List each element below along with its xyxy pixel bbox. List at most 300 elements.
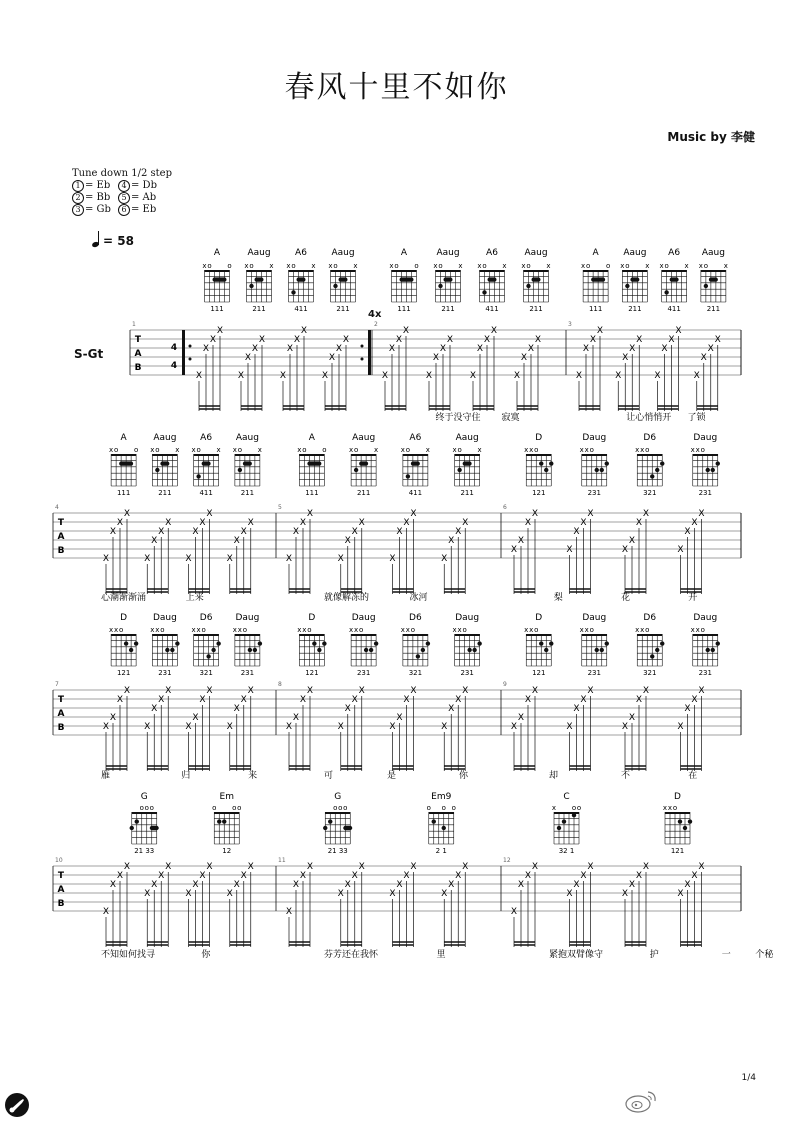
chord-diagram — [212, 804, 241, 855]
chord-name: A6 — [200, 433, 213, 443]
tab-note: X — [244, 353, 252, 363]
lyric-text: 护 — [649, 950, 659, 960]
open-string-icon: o — [249, 262, 254, 270]
finger-dot-icon — [557, 826, 561, 830]
chord-name: Daug — [693, 433, 718, 443]
tab-note: X — [144, 722, 151, 732]
muted-string-icon: x — [286, 262, 291, 270]
chord-fingering: 411 — [294, 305, 308, 313]
tab-note: X — [615, 371, 622, 381]
tab-note: X — [520, 353, 528, 363]
tab-note: X — [144, 554, 151, 564]
finger-dot-icon — [572, 813, 576, 817]
open-string-icon: o — [196, 446, 201, 454]
lyric-text: 冰河 — [409, 593, 428, 603]
open-string-icon: o — [302, 446, 307, 454]
finger-dot-icon — [328, 819, 332, 823]
muted-string-icon: x — [477, 262, 482, 270]
lyric-text: 开 — [688, 593, 698, 603]
muted-string-icon: x — [524, 626, 529, 634]
tab-note: X — [258, 335, 266, 345]
tab-note: X — [116, 871, 124, 881]
tab-note: X — [192, 880, 199, 890]
tab-clef-icon: A — [57, 532, 65, 542]
repeat-count-label: 4x — [368, 309, 382, 320]
finger-dot-icon — [482, 290, 486, 294]
tab-note: X — [337, 889, 344, 899]
muted-string-icon: x — [546, 262, 551, 270]
open-string-icon: o — [118, 626, 124, 634]
open-string-icon: o — [576, 804, 582, 812]
tab-note: X — [628, 536, 636, 546]
bar-number: 1 — [132, 321, 136, 328]
bar-number: 4 — [55, 504, 59, 511]
finger-dot-icon — [600, 648, 604, 652]
tab-system — [53, 433, 741, 603]
chord-name: A — [400, 248, 408, 258]
chord-diagram — [328, 262, 357, 313]
finger-dot-icon — [600, 468, 604, 472]
muted-string-icon: x — [690, 446, 695, 454]
tab-note: X — [158, 695, 165, 705]
tab-note: X — [439, 344, 447, 354]
chord-name: A — [120, 433, 127, 443]
chord-name: Aaug — [436, 248, 460, 258]
chord-diagram — [192, 446, 221, 497]
barre-icon — [297, 277, 306, 281]
barre-icon — [339, 277, 348, 281]
muted-string-icon: x — [297, 626, 302, 634]
tab-note: X — [448, 704, 455, 714]
chord-diagram — [581, 262, 610, 313]
tab-note: X — [299, 871, 307, 881]
chord-fingering: 211 — [158, 489, 172, 497]
muted-string-icon: x — [640, 446, 645, 454]
chord-name: Aaug — [455, 433, 479, 443]
tab-note: X — [199, 518, 206, 528]
chord-nut — [582, 454, 607, 456]
chord-nut — [701, 270, 726, 272]
open-string-icon: o — [645, 626, 650, 634]
chord-nut — [403, 634, 428, 636]
muted-string-icon: x — [232, 446, 237, 454]
open-string-icon: o — [139, 804, 144, 812]
finger-dot-icon — [165, 648, 169, 652]
chord-fingering: 121 — [532, 669, 546, 677]
chord-fingering: 211 — [252, 305, 266, 313]
tab-note: X — [661, 344, 668, 354]
chord-diagram — [192, 626, 221, 677]
finger-dot-icon — [660, 641, 664, 645]
tab-note: X — [237, 371, 245, 381]
muted-string-icon: x — [269, 262, 274, 270]
tab-note: X — [589, 335, 597, 345]
chord-nut — [662, 270, 687, 272]
tab-note: X — [202, 344, 210, 354]
muted-string-icon: x — [477, 446, 482, 454]
finger-dot-icon — [544, 468, 548, 472]
tab-note: X — [469, 371, 477, 381]
muted-string-icon: x — [191, 446, 196, 454]
tab-note: X — [344, 880, 351, 890]
muted-string-icon: x — [695, 626, 700, 634]
finger-dot-icon — [211, 648, 215, 652]
chord-fingering: 111 — [588, 305, 603, 313]
chord-name: D6 — [409, 613, 422, 623]
chord-nut — [455, 454, 480, 456]
chord-fingering: 211 — [441, 305, 455, 313]
tab-clef-icon: T — [57, 695, 65, 705]
tab-note: X — [573, 704, 580, 714]
barre-icon — [463, 461, 472, 465]
chord-name: A6 — [295, 248, 307, 258]
tab-note: X — [240, 695, 247, 705]
tab-note: X — [335, 344, 343, 354]
tab-note: X — [455, 695, 462, 705]
composer-credit: Music by 李健 — [667, 130, 755, 144]
finger-dot-icon — [217, 819, 221, 823]
chord-fingering: 411 — [199, 489, 213, 497]
chord-name: A — [308, 433, 315, 443]
open-string-icon: o — [333, 804, 338, 812]
muted-string-icon: x — [723, 262, 728, 270]
tab-note: X — [677, 545, 684, 555]
barre-icon — [444, 277, 453, 281]
chord-nut — [214, 812, 239, 814]
lyric-text: 雁 — [101, 771, 111, 781]
tab-note: X — [587, 509, 594, 519]
muted-string-icon: x — [551, 804, 557, 812]
chord-fingering: 411 — [485, 305, 499, 313]
open-string-icon: o — [201, 626, 206, 634]
chord-name: D — [535, 613, 543, 623]
chord-fingering: 321 — [408, 669, 423, 677]
finger-dot-icon — [155, 468, 159, 472]
tab-note: X — [566, 889, 573, 899]
open-string-icon: o — [571, 804, 577, 812]
chord-nut — [403, 454, 428, 456]
finger-dot-icon — [706, 468, 710, 472]
bar-number: 3 — [568, 321, 572, 328]
lyric-text: 让心悄悄开 — [626, 413, 672, 423]
chord-diagram — [427, 804, 456, 855]
barre-icon — [243, 461, 252, 465]
finger-dot-icon — [549, 461, 553, 465]
tab-note: X — [123, 686, 131, 696]
tab-note: X — [707, 344, 714, 354]
chord-name: Daug — [152, 613, 177, 623]
tab-note: X — [403, 871, 410, 881]
tab-clef-icon: A — [57, 709, 65, 719]
chord-fingering: 211 — [706, 305, 721, 313]
open-string-icon: o — [212, 804, 217, 812]
muted-string-icon: x — [191, 626, 196, 634]
tab-note: X — [158, 871, 165, 881]
chord-fingering: 121 — [532, 489, 546, 497]
chord-nut — [693, 454, 718, 456]
tab-note: X — [192, 713, 199, 723]
guitar-logo-icon — [4, 1092, 30, 1118]
open-string-icon: o — [414, 262, 419, 270]
chord-nut — [235, 454, 260, 456]
chord-name: Aaug — [701, 248, 725, 258]
chord-diagram — [691, 626, 720, 677]
tab-note: X — [247, 862, 254, 872]
tab-note: X — [517, 880, 525, 890]
tab-note: X — [344, 704, 351, 714]
chord-nut — [152, 634, 177, 636]
chord-nut — [194, 454, 219, 456]
tab-note: X — [693, 371, 700, 381]
open-string-icon: o — [534, 446, 539, 454]
tab-note: X — [531, 686, 539, 696]
lyric-text: 芬芳还在我怀 — [324, 950, 379, 960]
chord-nut — [132, 812, 157, 814]
open-string-icon: o — [338, 804, 343, 812]
chord-nut — [289, 270, 314, 272]
chord-name: Daug — [455, 613, 480, 623]
tab-note: X — [580, 695, 587, 705]
finger-dot-icon — [253, 648, 257, 652]
muted-string-icon: x — [349, 446, 354, 454]
tab-note: X — [698, 862, 705, 872]
open-string-icon: o — [232, 804, 237, 812]
chord-fingering: 231 — [460, 669, 474, 677]
tab-note: X — [285, 907, 293, 917]
chord-diagram — [202, 262, 231, 313]
open-string-icon: o — [526, 262, 531, 270]
tab-note: X — [403, 695, 410, 705]
open-string-icon: o — [410, 626, 416, 634]
chord-name: Aaug — [235, 433, 259, 443]
chord-fingering: 121 — [305, 669, 319, 677]
tab-note: X — [621, 545, 629, 555]
muted-string-icon: x — [109, 446, 114, 454]
chord-diagram — [130, 804, 159, 855]
open-string-icon: o — [237, 446, 243, 454]
tab-note: X — [206, 862, 213, 872]
tab-note: X — [151, 880, 158, 890]
chord-fingering: 321 — [643, 489, 657, 497]
lyric-text: 是 — [387, 771, 397, 781]
finger-dot-icon — [678, 819, 682, 823]
chord-fingering: 411 — [667, 305, 681, 313]
tab-note: X — [351, 871, 358, 881]
tab-note: X — [306, 862, 314, 872]
tab-note: X — [573, 880, 580, 890]
muted-string-icon: x — [400, 626, 405, 634]
finger-dot-icon — [683, 826, 687, 830]
open-string-icon: o — [405, 446, 411, 454]
open-string-icon: o — [207, 262, 212, 270]
tab-clef-icon: T — [134, 335, 142, 345]
chord-nut — [299, 454, 324, 456]
tab-note: X — [510, 722, 518, 732]
tab-note: X — [582, 344, 590, 354]
string-number-icon: 5 — [118, 192, 130, 204]
chord-name: Aaug — [247, 248, 271, 258]
finger-dot-icon — [238, 468, 242, 472]
tab-note: X — [527, 344, 535, 354]
open-string-icon: o — [589, 446, 594, 454]
tab-note: X — [628, 713, 636, 723]
muted-string-icon: x — [328, 262, 333, 270]
finger-dot-icon — [206, 654, 210, 658]
bar-number: 5 — [278, 504, 282, 511]
tab-note: X — [698, 686, 705, 696]
tab-note: X — [675, 326, 682, 336]
bar-number: 7 — [55, 681, 59, 688]
tab-note: X — [358, 686, 365, 696]
chord-name: G — [140, 792, 148, 802]
chord-diagram — [233, 626, 262, 677]
muted-string-icon: x — [635, 446, 640, 454]
bar-number: 2 — [374, 321, 378, 328]
tab-note: X — [151, 704, 158, 714]
finger-dot-icon — [595, 468, 599, 472]
chord-fingering: 211 — [240, 489, 255, 497]
chord-name: C — [563, 792, 570, 802]
string-tuning-note: = Eb — [85, 180, 111, 191]
repeat-dot — [361, 358, 364, 361]
open-string-icon: o — [703, 262, 709, 270]
tab-note: X — [642, 509, 650, 519]
bar-number: 11 — [278, 857, 286, 864]
tab-note: X — [123, 862, 131, 872]
muted-string-icon: x — [524, 446, 529, 454]
finger-dot-icon — [317, 648, 321, 652]
finger-dot-icon — [688, 819, 692, 823]
tab-note: X — [490, 326, 498, 336]
muted-string-icon: x — [354, 626, 359, 634]
finger-dot-icon — [664, 290, 668, 294]
tab-note: X — [233, 536, 240, 546]
chord-diagram — [233, 446, 262, 497]
finger-dot-icon — [129, 648, 133, 652]
tab-note: X — [441, 722, 448, 732]
finger-dot-icon — [625, 284, 629, 288]
tab-note: X — [534, 335, 542, 345]
chord-nut — [665, 812, 690, 814]
muted-string-icon: x — [175, 446, 180, 454]
tab-note: X — [116, 695, 124, 705]
chord-diagram — [109, 446, 138, 497]
tab-note: X — [321, 371, 329, 381]
chord-name: Aaug — [524, 248, 548, 258]
open-string-icon: o — [585, 262, 591, 270]
muted-string-icon: x — [452, 446, 457, 454]
tab-clef-icon: T — [57, 518, 65, 528]
tab-note: X — [233, 704, 240, 714]
lyric-text: 可 — [324, 771, 334, 781]
lyric-text: 梨 — [553, 593, 563, 603]
finger-dot-icon — [354, 468, 358, 472]
muted-string-icon: x — [452, 626, 457, 634]
finger-dot-icon — [438, 284, 442, 288]
tab-note: X — [531, 509, 539, 519]
finger-dot-icon — [605, 461, 609, 465]
chord-fingering: 111 — [210, 305, 224, 313]
open-string-icon: o — [462, 626, 467, 634]
finger-dot-icon — [539, 461, 543, 465]
tab-note: X — [622, 353, 629, 363]
barre-icon — [591, 277, 605, 281]
finger-dot-icon — [248, 648, 252, 652]
tab-note: X — [698, 509, 705, 519]
tab-note: X — [285, 722, 293, 732]
tab-note: X — [580, 518, 587, 528]
finger-dot-icon — [716, 641, 720, 645]
chord-nut — [583, 270, 608, 272]
chord-name: Aaug — [331, 248, 355, 258]
muted-string-icon: x — [529, 446, 534, 454]
chord-fingering: 211 — [336, 305, 350, 313]
muted-string-icon: x — [311, 262, 316, 270]
chord-nut — [392, 270, 417, 272]
tab-note: X — [403, 518, 410, 528]
finger-dot-icon — [660, 461, 664, 465]
tab-note: X — [580, 871, 587, 881]
finger-dot-icon — [526, 284, 530, 288]
tab-note: X — [575, 371, 583, 381]
finger-dot-icon — [421, 648, 425, 652]
tab-clef-icon: B — [57, 546, 65, 556]
finger-dot-icon — [175, 641, 179, 645]
tab-note: X — [292, 880, 300, 890]
chord-nut — [152, 454, 177, 456]
finger-dot-icon — [711, 648, 715, 652]
chord-diagram — [389, 262, 418, 313]
chord-fingering: 121 — [670, 847, 685, 855]
tab-note: X — [185, 722, 192, 732]
tab-note: X — [566, 545, 573, 555]
chord-diagram — [663, 804, 692, 855]
tab-note: X — [410, 862, 417, 872]
chord-nut — [524, 270, 549, 272]
chord-name: Em — [219, 792, 234, 802]
tab-note: X — [351, 527, 358, 537]
tab-note: X — [636, 335, 643, 345]
chord-diagram — [349, 626, 378, 677]
tab-note: X — [209, 335, 217, 345]
tab-note: X — [425, 371, 433, 381]
open-string-icon: o — [113, 446, 119, 454]
barre-icon — [411, 461, 420, 465]
finger-dot-icon — [216, 641, 220, 645]
muted-string-icon: x — [150, 626, 155, 634]
tab-note: X — [165, 518, 172, 528]
tab-note: X — [337, 554, 344, 564]
tab-clef-icon: B — [57, 899, 65, 909]
open-string-icon: o — [534, 626, 539, 634]
tab-note: X — [476, 344, 484, 354]
muted-string-icon: x — [579, 446, 584, 454]
barre-icon — [630, 277, 639, 281]
tab-note: X — [358, 862, 365, 872]
bar-number: 9 — [503, 681, 507, 688]
tab-note: X — [462, 862, 469, 872]
repeat-dot — [361, 345, 364, 348]
barre-icon — [343, 826, 352, 830]
tab-note: X — [109, 527, 117, 537]
finger-dot-icon — [249, 284, 253, 288]
muted-string-icon: x — [244, 262, 249, 270]
chord-name: G — [334, 792, 342, 802]
tab-note: X — [700, 353, 707, 363]
string-number-icon: 6 — [118, 204, 130, 216]
tab-note: X — [446, 335, 454, 345]
muted-string-icon: x — [349, 626, 354, 634]
